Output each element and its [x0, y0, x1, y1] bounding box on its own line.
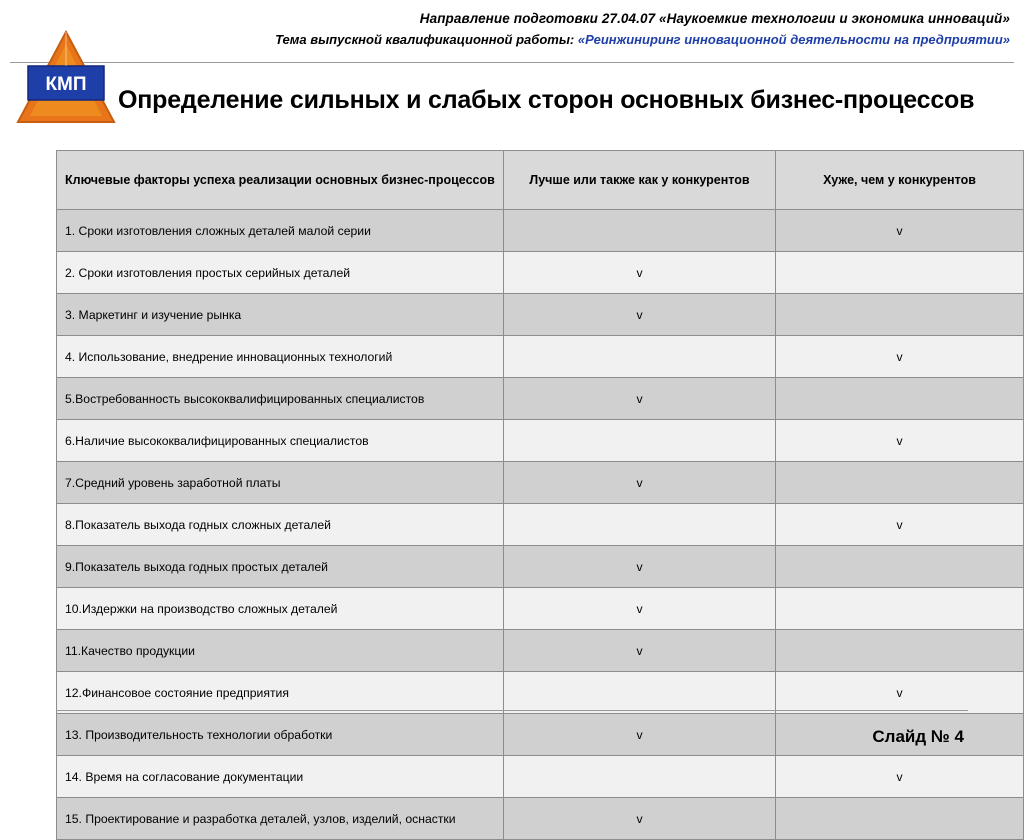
cell-better-than-competitors: v	[504, 630, 776, 672]
cell-better-than-competitors	[504, 420, 776, 462]
header-program-line: Направление подготовки 27.04.07 «Наукоемкие технологии и экономика инноваций»	[419, 11, 1010, 26]
kmp-logo	[14, 28, 118, 132]
cell-factor: 10.Издержки на производство сложных деталей	[57, 588, 504, 630]
cell-worse-than-competitors	[776, 378, 1024, 420]
logo-triangle-icon	[14, 28, 118, 132]
table-row	[57, 252, 1024, 294]
table-row	[57, 630, 1024, 672]
cell-worse-than-competitors	[776, 588, 1024, 630]
cell-better-than-competitors: v	[504, 588, 776, 630]
table-row	[57, 420, 1024, 462]
cell-worse-than-competitors	[776, 462, 1024, 504]
cell-better-than-competitors: v	[504, 294, 776, 336]
cell-worse-than-competitors: v	[776, 756, 1024, 798]
page-title: Определение сильных и слабых сторон основных бизнес-процессов	[118, 86, 975, 114]
header-topic-line	[14, 31, 1010, 50]
cell-better-than-competitors: v	[504, 714, 776, 756]
cell-worse-than-competitors	[776, 252, 1024, 294]
cell-factor: 6.Наличие высококвалифицированных специалистов	[57, 420, 504, 462]
table-row	[57, 672, 1024, 714]
cell-factor: 4. Использование, внедрение инновационных технологий	[57, 336, 504, 378]
cell-factor: 11.Качество продукции	[57, 630, 504, 672]
table-row	[57, 756, 1024, 798]
table-row	[57, 336, 1024, 378]
table-row	[57, 294, 1024, 336]
cell-better-than-competitors: v	[504, 462, 776, 504]
cell-worse-than-competitors: v	[776, 210, 1024, 252]
cell-factor: 8.Показатель выхода годных сложных деталей	[57, 504, 504, 546]
table-row	[57, 588, 1024, 630]
svg-text:КМП: КМП	[45, 74, 87, 95]
cell-better-than-competitors	[504, 504, 776, 546]
cell-factor: 15. Проектирование и разработка деталей, узлов, изделий, оснастки	[57, 798, 504, 840]
cell-factor: 9.Показатель выхода годных простых деталей	[57, 546, 504, 588]
header-topic-label: Тема выпускной квалификационной работы:	[275, 32, 575, 48]
table-row	[57, 378, 1024, 420]
cell-factor: 1. Сроки изготовления сложных деталей малой серии	[57, 210, 504, 252]
cell-better-than-competitors	[504, 210, 776, 252]
cell-better-than-competitors: v	[504, 546, 776, 588]
cell-worse-than-competitors: v	[776, 336, 1024, 378]
cell-worse-than-competitors	[776, 630, 1024, 672]
cell-better-than-competitors	[504, 672, 776, 714]
slide-header	[0, 0, 1024, 50]
cell-factor: 13. Производительность технологии обработки	[57, 714, 504, 756]
cell-factor: 3. Маркетинг и изучение рынка	[57, 294, 504, 336]
cell-better-than-competitors: v	[504, 252, 776, 294]
table-row	[57, 504, 1024, 546]
cell-worse-than-competitors	[776, 798, 1024, 840]
slide-number: Слайд № 4	[872, 727, 964, 746]
cell-worse-than-competitors: v	[776, 504, 1024, 546]
header-divider	[10, 62, 1014, 63]
cell-factor: 12.Финансовое состояние предприятия	[57, 672, 504, 714]
table-header-row	[57, 151, 1024, 210]
footer-divider	[56, 710, 968, 711]
header-topic-value: «Реинжиниринг инновационной деятельности на предприятии»	[577, 32, 1010, 48]
cell-factor: 7.Средний уровень заработной платы	[57, 462, 504, 504]
cell-factor: 2. Сроки изготовления простых серийных деталей	[57, 252, 504, 294]
table-row	[57, 462, 1024, 504]
cell-worse-than-competitors	[776, 546, 1024, 588]
cell-worse-than-competitors	[776, 294, 1024, 336]
table-header	[57, 151, 1024, 210]
cell-factor: 14. Время на согласование документации	[57, 756, 504, 798]
cell-better-than-competitors: v	[504, 378, 776, 420]
cell-factor: 5.Востребованность высококвалифицированных специалистов	[57, 378, 504, 420]
cell-worse-than-competitors: v	[776, 420, 1024, 462]
cell-better-than-competitors	[504, 756, 776, 798]
table-row	[57, 798, 1024, 840]
cell-better-than-competitors: v	[504, 798, 776, 840]
table-row	[57, 210, 1024, 252]
column-header-better: Лучше или также как у конкурентов	[504, 151, 776, 210]
column-header-worse: Хуже, чем у конкурентов	[776, 151, 1024, 210]
cell-worse-than-competitors: v	[776, 672, 1024, 714]
column-header-factor: Ключевые факторы успеха реализации основных бизнес-процессов	[57, 151, 504, 210]
cell-better-than-competitors	[504, 336, 776, 378]
swot-table-container	[56, 150, 976, 840]
table-row	[57, 546, 1024, 588]
